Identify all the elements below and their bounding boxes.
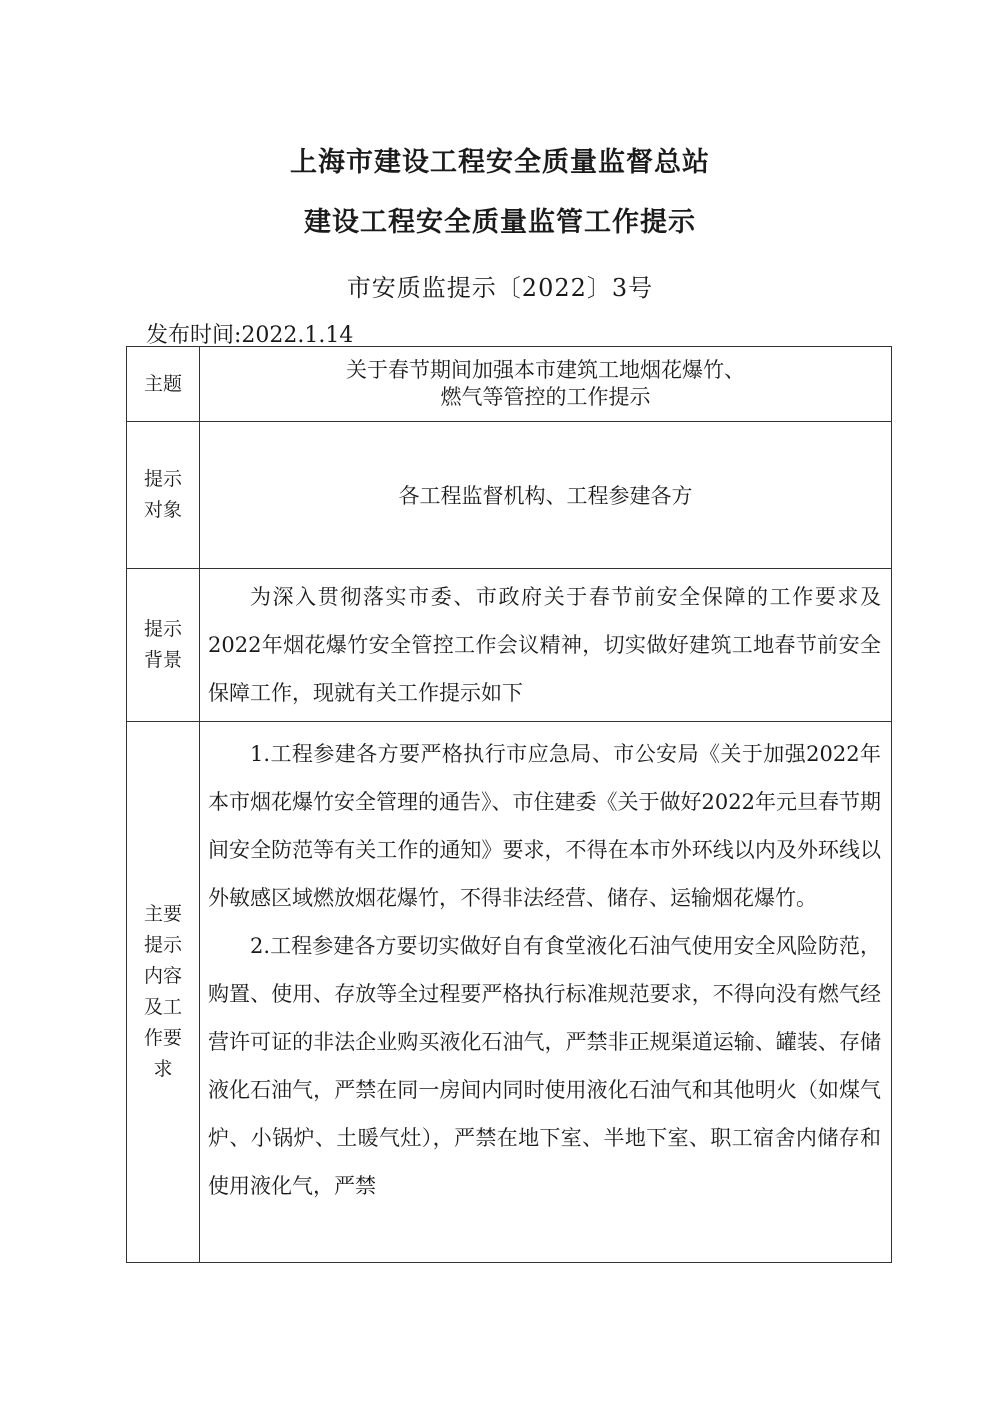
row-background xyxy=(127,569,892,722)
label-line: 内容 xyxy=(143,965,182,987)
label-line: 提示 xyxy=(143,618,182,640)
label-subject xyxy=(127,347,200,422)
label-line: 求 xyxy=(153,1058,173,1080)
subject-content xyxy=(200,347,892,422)
doc-title-line2: 建设工程安全质量监管工作提示 xyxy=(304,207,696,238)
row-requirements xyxy=(127,722,892,1263)
subject-line: 关于春节期间加强本市建筑工地烟花爆竹、 xyxy=(346,358,745,382)
label-requirements xyxy=(127,722,200,1263)
label-line: 提示 xyxy=(143,468,182,490)
doc-number: 市安质监提示〔2022〕3号 xyxy=(346,274,654,302)
row-target xyxy=(127,422,892,569)
requirement-paragraph-1: 1.工程参建各方要严格执行市应急局、市公安局《关于加强2022年本市烟花爆竹安全管理的通告》、市住建委《关于做好2022年元旦春节期间安全防范等有关工作的通知》要求，不得在本市外环线以内及外环线以外敏感区域燃放烟花爆竹，不得非法经营、储存、运输烟花爆竹。 xyxy=(208,742,881,910)
target-content xyxy=(200,422,892,569)
label-line: 对象 xyxy=(143,499,182,521)
doc-title-line1: 上海市建设工程安全质量监督总站 xyxy=(290,147,710,178)
row-subject xyxy=(127,347,892,422)
label-line: 主题 xyxy=(143,372,182,395)
requirements-content xyxy=(200,722,892,1263)
label-line: 提示 xyxy=(143,934,182,956)
background-paragraph: 为深入贯彻落实市委、市政府关于春节前安全保障的工作要求及2022年烟花爆竹安全管控工作会议精神，切实做好建筑工地春节前安全保障工作，现就有关工作提示如下 xyxy=(208,585,881,705)
label-background xyxy=(127,569,200,722)
background-content xyxy=(200,569,892,722)
publish-date: 发布时间:2022.1.14 xyxy=(146,323,354,348)
subject-line: 燃气等管控的工作提示 xyxy=(440,385,651,409)
label-line: 作要 xyxy=(143,1027,182,1049)
label-line: 及工 xyxy=(143,996,182,1018)
label-target xyxy=(127,422,200,569)
target-text: 各工程监督机构、工程参建各方 xyxy=(398,484,693,508)
label-line: 背景 xyxy=(143,649,182,671)
label-line: 主要 xyxy=(143,903,182,925)
requirement-paragraph-2: 2.工程参建各方要切实做好自有食堂液化石油气使用安全风险防范，购置、使用、存放等全过程要严格执行标准规范要求，不得向没有燃气经营许可证的非法企业购买液化石油气，严禁非正规渠道运输、罐装、存储液化石油气，严禁在同一房间内同时使用液化石油气和其他明火（如煤气炉、小锅炉、土暖气灶），严禁在地下室、半地下室、职工宿舍内储存和使用液化气，严禁 xyxy=(208,934,881,1198)
notice-table xyxy=(126,346,892,1263)
